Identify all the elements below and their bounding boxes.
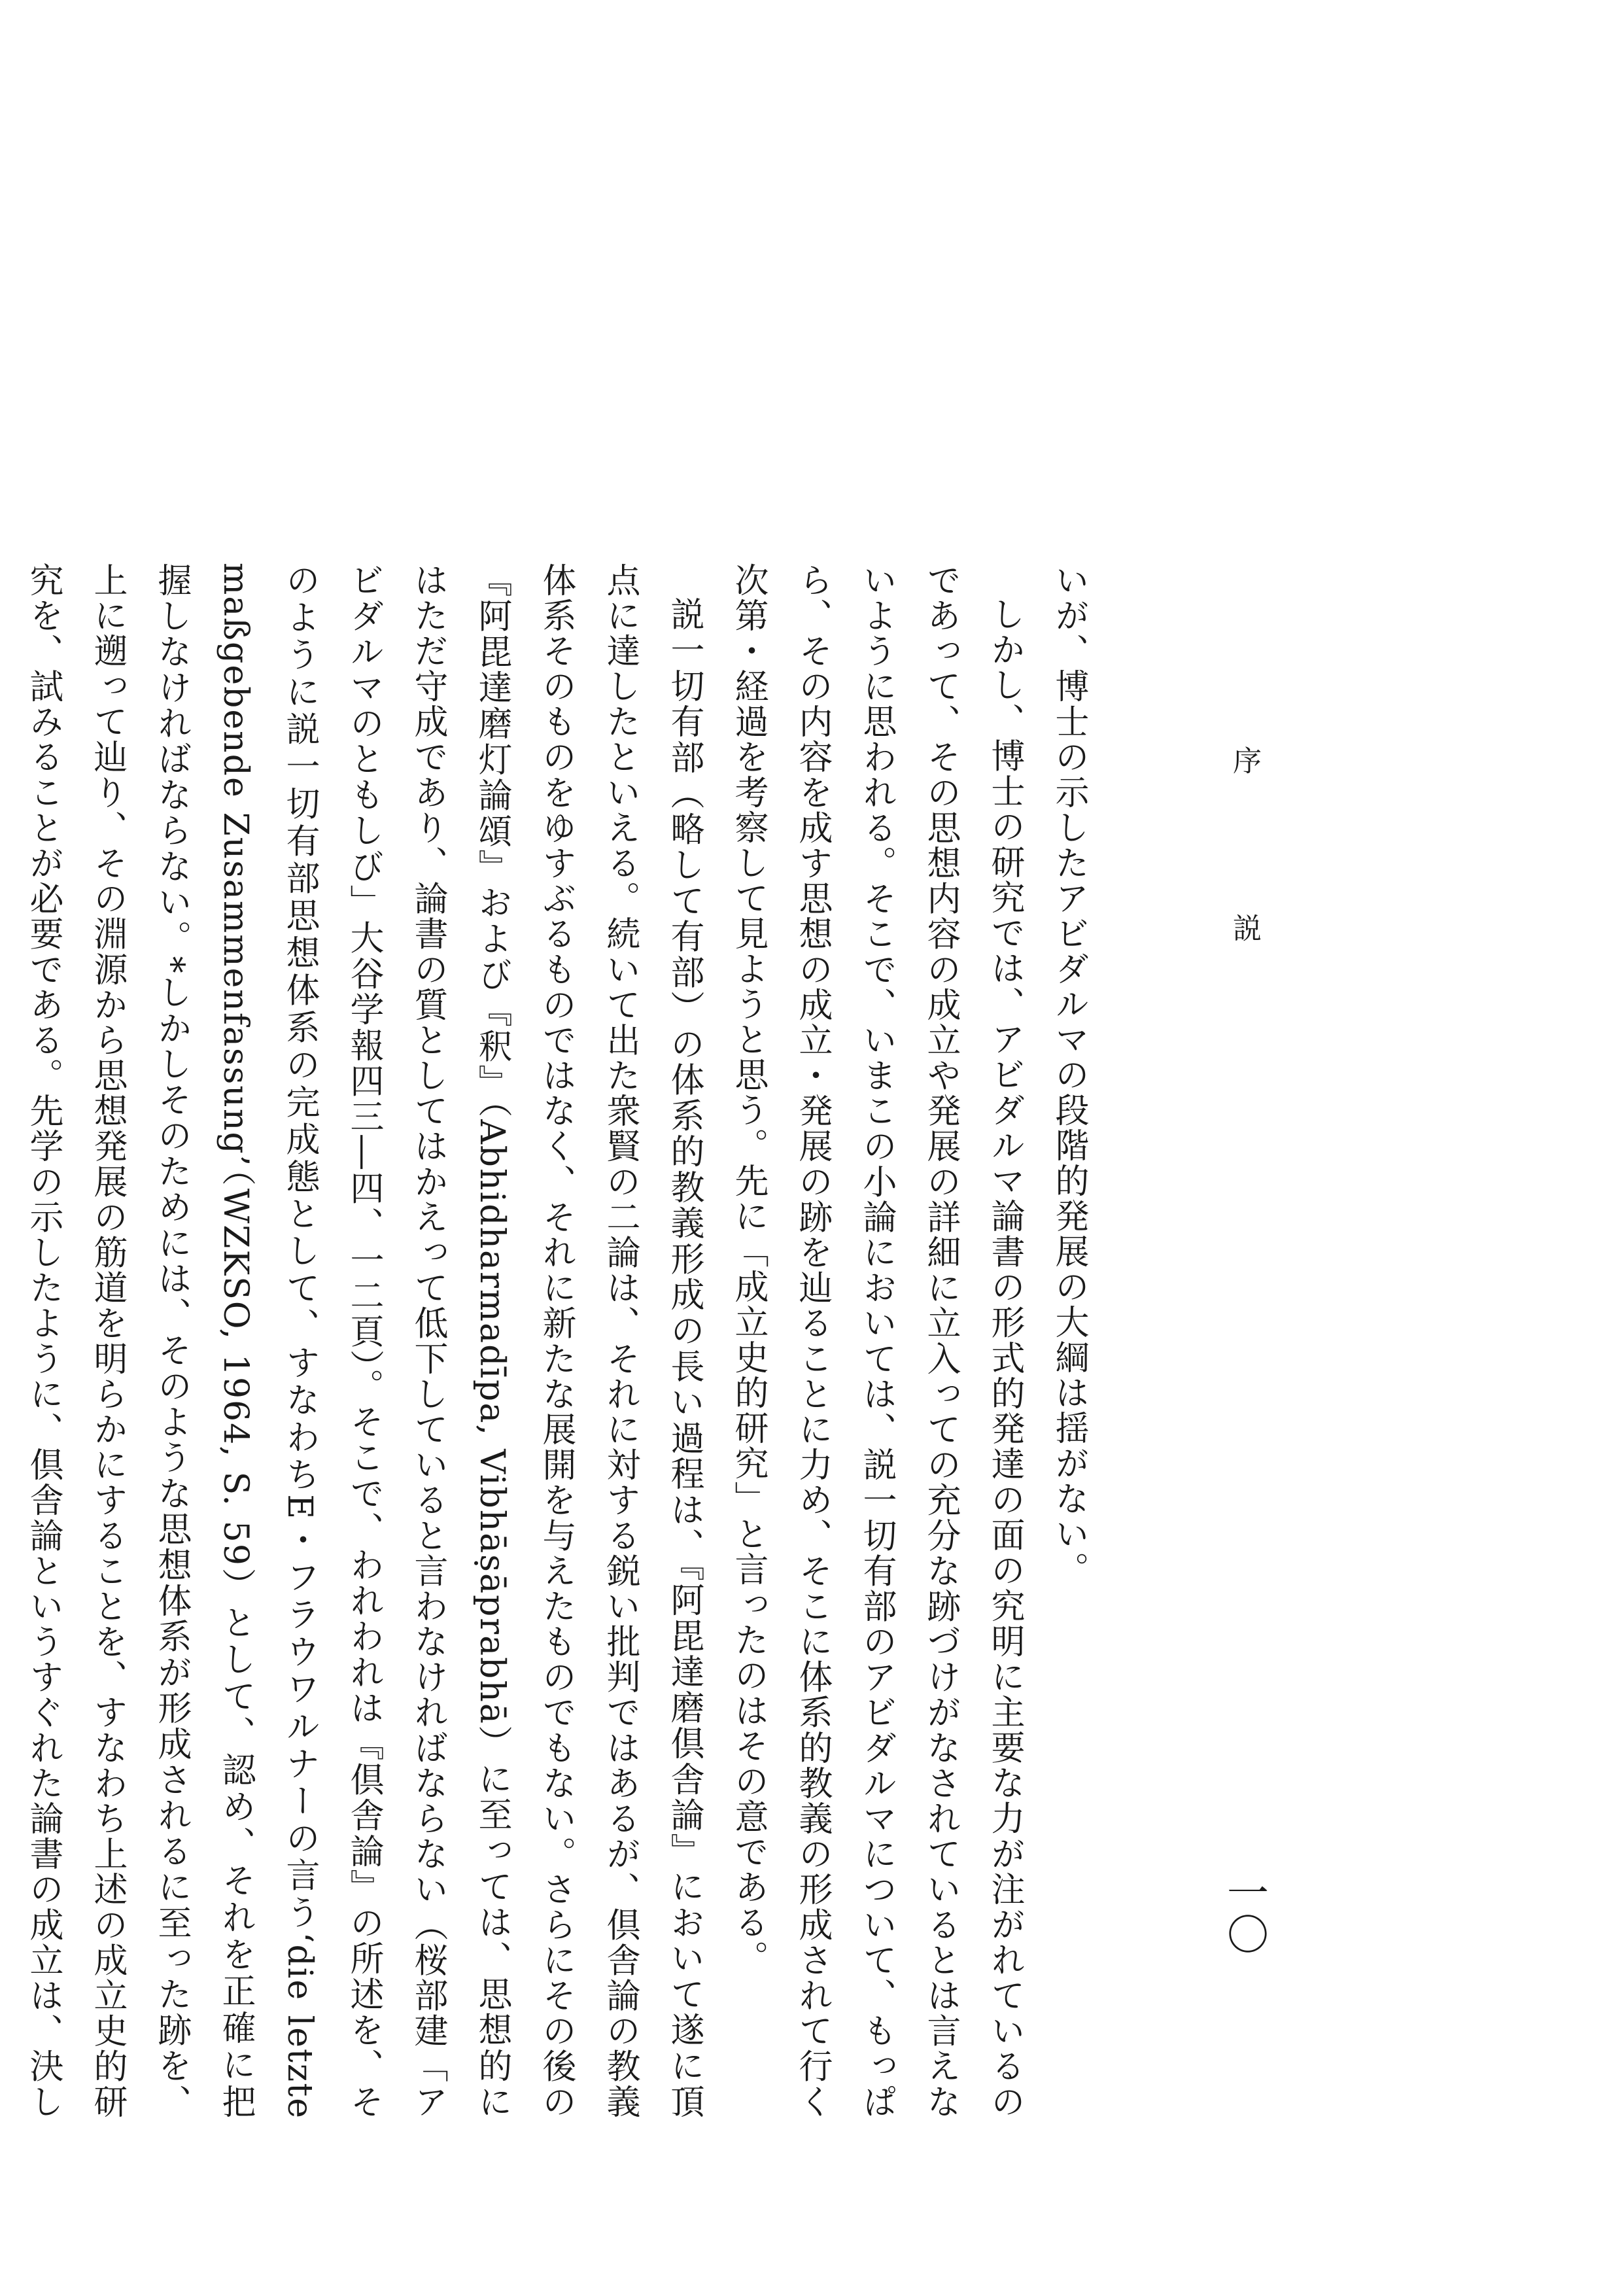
paragraph: しかし、博士の研究では、アビダルマ論書の形式的発達の面の究明に主要な力が注がれているのであって、その思想内容の成立や発展の詳細に立入っての充分な跡づけがなされているとは言えないように思われる。そこで、いまこの小論においては、説一切有部のアビダルマについて、もっぱら、その内容を成す思想の成立・発展の跡を辿ることに力め、そこに体系的教義の形成されて行く次第・経過を考察して見ようと思う。先に「成立史的研究」と言ったのはその意である。: [729, 563, 1024, 2119]
paragraph: 説一切有部（略して有部）の体系的教義形成の長い過程は、『阿毘達磨倶舎論』において遂に頂点に達したといえる。続いて出た衆賢の二論は、それに対する鋭い批判ではあるが、倶舎論の教義体系そのものをゆすぶるものではなく、それに新たな展開を与えたものでもない。さらにその後の『阿毘達磨灯論頌』および『釈』（Abhidharmadīpa, Vibhāṣāprabhā）に至っては、思想的にはただ守成であり、論書の質としてはかえって低下していると言わなければならない（桜部建「アビダルマのともしび」大谷学報四三―四、一二頁）。そこで、われわれは『倶舎論』の所述を、そのように説一切有部思想体系の完成態として、すなわちE・フラウワルナーの言う‘die letzte maßgebende Zusammenfassung’（WZKSO, 1964, S. 59）として、認め、それを正確に把握しなければならない。*しかしそのためには、そのような思想体系が形成されるに至った跡を、上に遡って辿り、その淵源から思想発展の筋道を明らかにすることを、すなわち上述の成立史的研究を、試みることが必要である。先学の示したように、倶舎論というすぐれた論書の成立は、決し: [24, 563, 704, 2120]
paragraph: いが、博士の示したアビダルマの段階的発展の大綱は揺がない。: [1049, 563, 1088, 1587]
page-number: 一〇: [1220, 1871, 1268, 1955]
body-text: [0, 563, 1101, 2119]
running-head-section-title: 序 説: [1228, 746, 1261, 997]
